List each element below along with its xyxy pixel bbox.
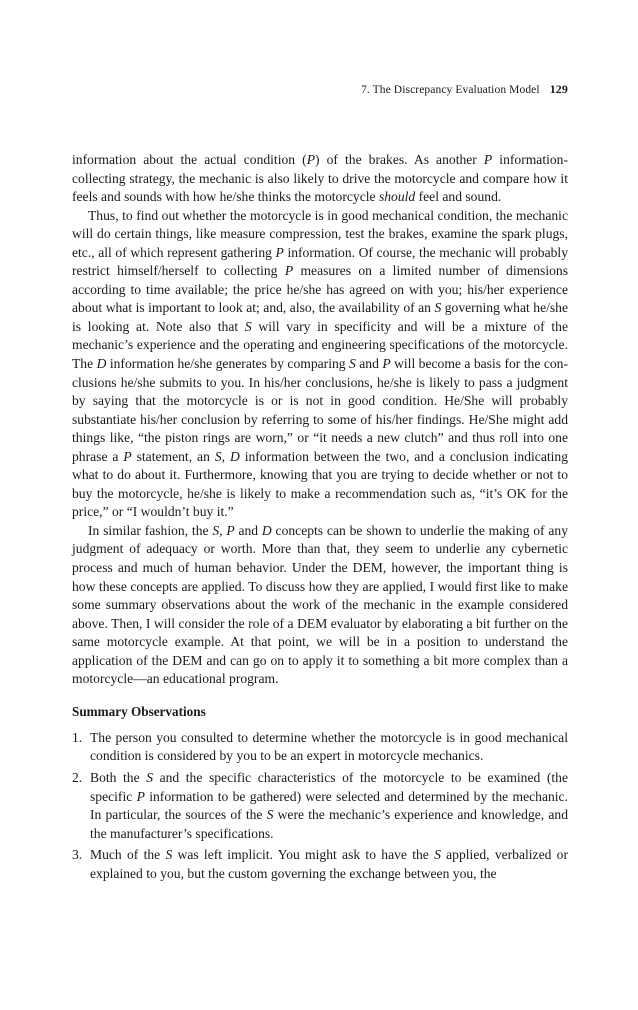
list-item-text: Much of the S was left implicit. You might ask to have the S applied, verbalized or explained to you, but the custom governing the exchange between you, the (90, 847, 569, 881)
list-item-number: 3. (72, 847, 83, 863)
list-item-text: The person you consulted to determine whether the motorcycle is in good mechanical condition is considered by you to be an expert in motorcycle mechanics. (90, 729, 568, 764)
page-number: 129 (549, 82, 568, 96)
paragraph-group (72, 151, 568, 689)
list-item-number: 1. (72, 729, 83, 745)
list-item (72, 846, 568, 883)
chapter-title: 7. The Discrepancy Evaluation Model (361, 84, 540, 96)
list-item (72, 729, 568, 766)
paragraph: Thus, to find out whether the motorcycle is in good mechanical condition, the mechanic will do certain things, like measure compression, test the brakes, examine the spark plugs, etc., all of which represent gathering P information. Of course, the mechanic will probably restrict himself/herself to collecting P measures on a limited number of dimensions according to time available; the price he/she has agreed on with you; his/her experience about what is important to look at; and, also, the availability of an S governing what he/she is looking at. Note also that S will vary in specificity and will be a mixture of the mechanic’s experience and the operating and engineering specifications of the motorcycle. The D information he/she generates by comparing S and P will become a basis for the conclusions he/she submits to you. In his/her conclusions, he/she is likely to pass a judgment by saying that the motorcycle is or is not in good condition. He/She will probably substantiate his/her conclusion by referring to some of his/her findings. He/She might add things like, “the piston rings are worn,” or “it needs a new clutch” and thus roll into one phrase a P statement, an S, D information between the two, and a conclusion indicating what to do about it. Furthermore, knowing that you are trying to decide whether or not to buy the motorcycle, he/she is likely to make a recommendation such as, “it’s OK for the price,” or “I wouldn’t buy it.” (72, 207, 569, 520)
list-item (72, 769, 568, 843)
summary-observations-list (72, 729, 568, 883)
list-item-text: Both the S and the specific characteristics of the motorcycle to be examined (the specific P information to be gathered) were selected and determined by the mechanic. In particular, the sources of the S were the mechanic’s experience and knowledge, and the manufacturer’s specifications. (90, 769, 569, 841)
body-text (72, 151, 568, 886)
paragraph: information about the actual condition (P) of the brakes. As another P information-collecting strategy, the mechanic is also likely to drive the motorcycle and compare how it feels and sounds with how he/she thinks the motorcycle should feel and sound. (72, 152, 568, 205)
list-item-number: 2. (72, 769, 83, 785)
section-heading: Summary Observations (72, 703, 206, 719)
running-head (361, 82, 568, 97)
paragraph: In similar fashion, the S, P and D concepts can be shown to underlie the making of any judgment of adequacy or worth. More than that, they seem to underlie any cybernetic process and much of human behavior. Under the DEM, however, the important thing is how these concepts are applied. To discuss how they are applied, I would first like to make some summary observations about the work of the mechanic in the example considered above. Then, I will consider the role of a DEM evaluator by elaborating a bit further on the same motorcycle example. At that point, we will be in a position to understand the application of the DEM and can go on to apply it to something a bit more complex than a motorcycle—an educational program. (72, 522, 568, 687)
